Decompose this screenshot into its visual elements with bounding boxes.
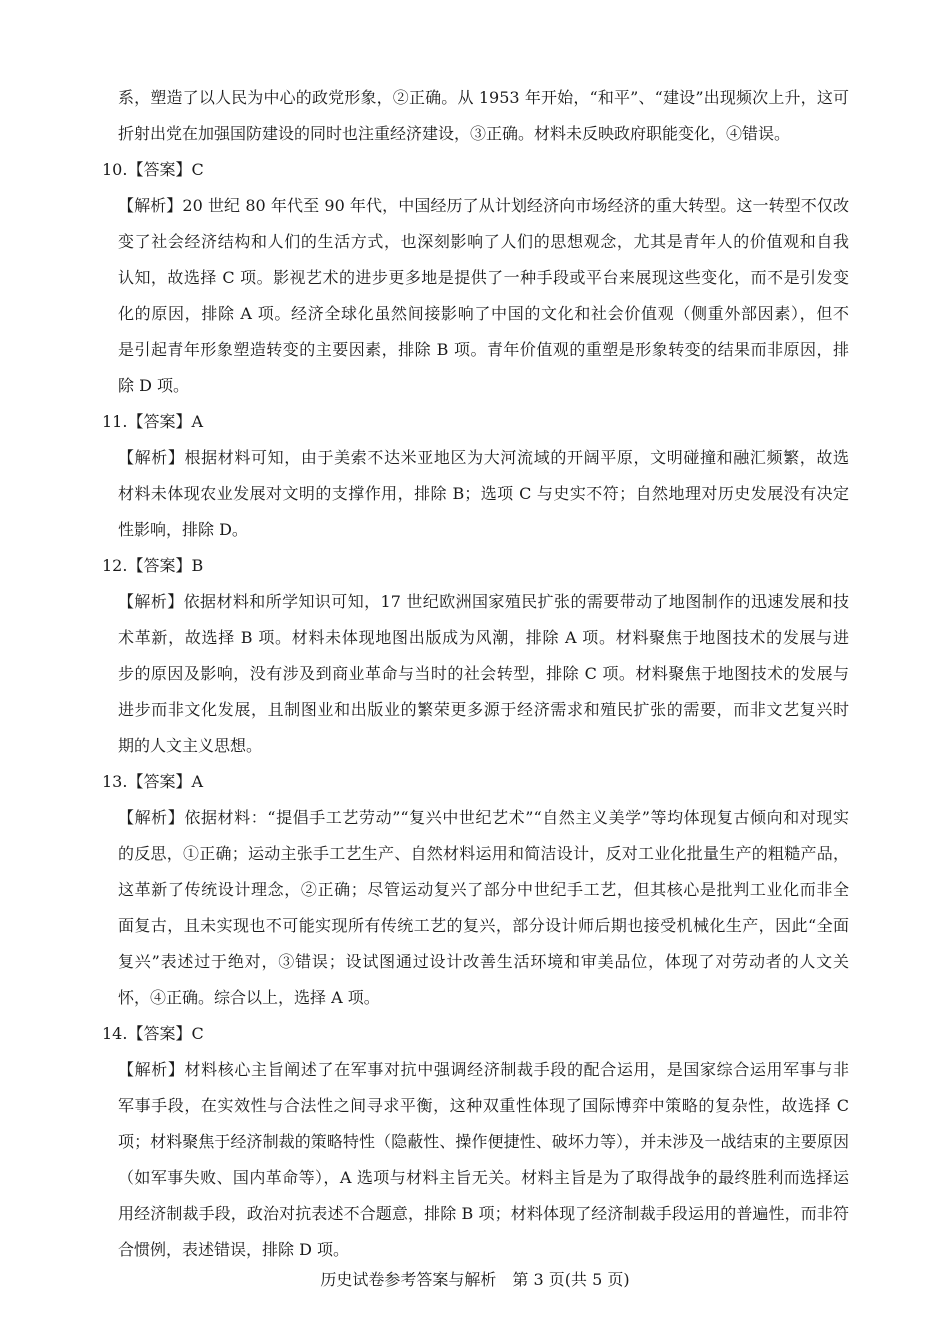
text-line: 除 D 项。 xyxy=(118,376,190,395)
text-line: 变了社会经济结构和人们的生活方式，也深刻影响了人们的思想观念，尤其是青年人的价值观和自我 xyxy=(118,232,849,251)
text-line: （如军事失败、国内革命等），A 选项与材料主旨无关。材料主旨是为了取得战争的最终胜利而选择运 xyxy=(118,1168,849,1187)
text-line: 【解析】依据材料：“提倡手工艺劳动”“复兴中世纪艺术”“自然主义美学”等均体现复古倾向和对现实 xyxy=(118,808,849,827)
text-line: 进步而非文化发展，且制图业和出版业的繁荣更多源于经济需求和殖民扩张的需要，而非文艺复兴时 xyxy=(118,700,849,719)
text-line: 面复古，且未实现也不可能实现所有传统工艺的复兴，部分设计师后期也接受机械化生产，因此“全面 xyxy=(118,916,849,935)
answer-heading: 13.【答案】A xyxy=(102,772,204,791)
text-line: 项；材料聚焦于经济制裁的策略特性（隐蔽性、操作便捷性、破坏力等），并未涉及一战结束的主要原因 xyxy=(118,1132,849,1151)
text-line: 折射出党在加强国防建设的同时也注重经济建设，③正确。材料未反映政府职能变化，④错误。 xyxy=(118,124,791,143)
text-line: 认知，故选择 C 项。影视艺术的进步更多地是提供了一种手段或平台来展现这些变化，而不是引发变 xyxy=(118,268,849,287)
text-line: 系，塑造了以人民为中心的政党形象，②正确。从 1953 年开始，“和平”、“建设”出现频次上升，这可 xyxy=(118,88,849,107)
explanation-paragraph xyxy=(0,80,950,152)
text-line: 复兴”表述过于绝对，③错误；设试图通过设计改善生活环境和审美品位，体现了对劳动者的人文关 xyxy=(118,952,849,971)
text-line: 【解析】依据材料和所学知识可知，17 世纪欧洲国家殖民扩张的需要带动了地图制作的迅速发展和技 xyxy=(118,592,849,611)
text-line: 用经济制裁手段，政治对抗表述不合题意，排除 B 项；材料体现了经济制裁手段运用的普遍性，而非符 xyxy=(118,1204,849,1223)
explanation-paragraph xyxy=(0,800,950,1016)
text-line: 怀，④正确。综合以上，选择 A 项。 xyxy=(118,988,380,1007)
text-line: 性影响，排除 D。 xyxy=(118,520,248,539)
explanation-paragraph xyxy=(0,440,950,548)
text-line: 是引起青年形象塑造转变的主要因素，排除 B 项。青年价值观的重塑是形象转变的结果而非原因，排 xyxy=(118,340,849,359)
answer-heading: 11.【答案】A xyxy=(102,412,204,431)
text-line: 【解析】根据材料可知，由于美索不达米亚地区为大河流域的开阔平原，文明碰撞和融汇频繁，故选 xyxy=(118,448,849,467)
text-line: 合惯例，表述错误，排除 D 项。 xyxy=(118,1240,350,1259)
text-line: 的反思，①正确；运动主张手工艺生产、自然材料运用和简洁设计，反对工业化批量生产的粗糙产品， xyxy=(118,844,849,863)
page-footer: 历史试卷参考答案与解析 第 3 页(共 5 页) xyxy=(320,1270,630,1289)
text-line: 术革新，故选择 B 项。材料未体现地图出版成为风潮，排除 A 项。材料聚焦于地图技术的发展与进 xyxy=(118,628,849,647)
answer-heading: 10.【答案】C xyxy=(102,160,204,179)
answer-document xyxy=(0,80,950,1268)
text-line: 【解析】20 世纪 80 年代至 90 年代，中国经历了从计划经济向市场经济的重大转型。这一转型不仅改 xyxy=(118,196,849,215)
explanation-paragraph xyxy=(0,188,950,404)
explanation-paragraph xyxy=(0,1052,950,1268)
text-line: 这革新了传统设计理念，②正确；尽管运动复兴了部分中世纪手工艺，但其核心是批判工业化而非全 xyxy=(118,880,849,899)
text-line: 化的原因，排除 A 项。经济全球化虽然间接影响了中国的文化和社会价值观（侧重外部因素），但不 xyxy=(118,304,849,323)
answer-heading: 12.【答案】B xyxy=(102,556,204,575)
text-line: 材料未体现农业发展对文明的支撑作用，排除 B；选项 C 与史实不符；自然地理对历史发展没有决定 xyxy=(118,484,849,503)
text-line: 【解析】材料核心主旨阐述了在军事对抗中强调经济制裁手段的配合运用，是国家综合运用军事与非 xyxy=(118,1060,849,1079)
answer-heading: 14.【答案】C xyxy=(102,1024,204,1043)
text-line: 步的原因及影响，没有涉及到商业革命与当时的社会转型，排除 C 项。材料聚焦于地图技术的发展与 xyxy=(118,664,849,683)
text-line: 期的人文主义思想。 xyxy=(118,736,263,755)
explanation-paragraph xyxy=(0,584,950,764)
text-line: 军事手段，在实效性与合法性之间寻求平衡，这种双重性体现了国际博弈中策略的复杂性，故选择 C xyxy=(118,1096,849,1115)
